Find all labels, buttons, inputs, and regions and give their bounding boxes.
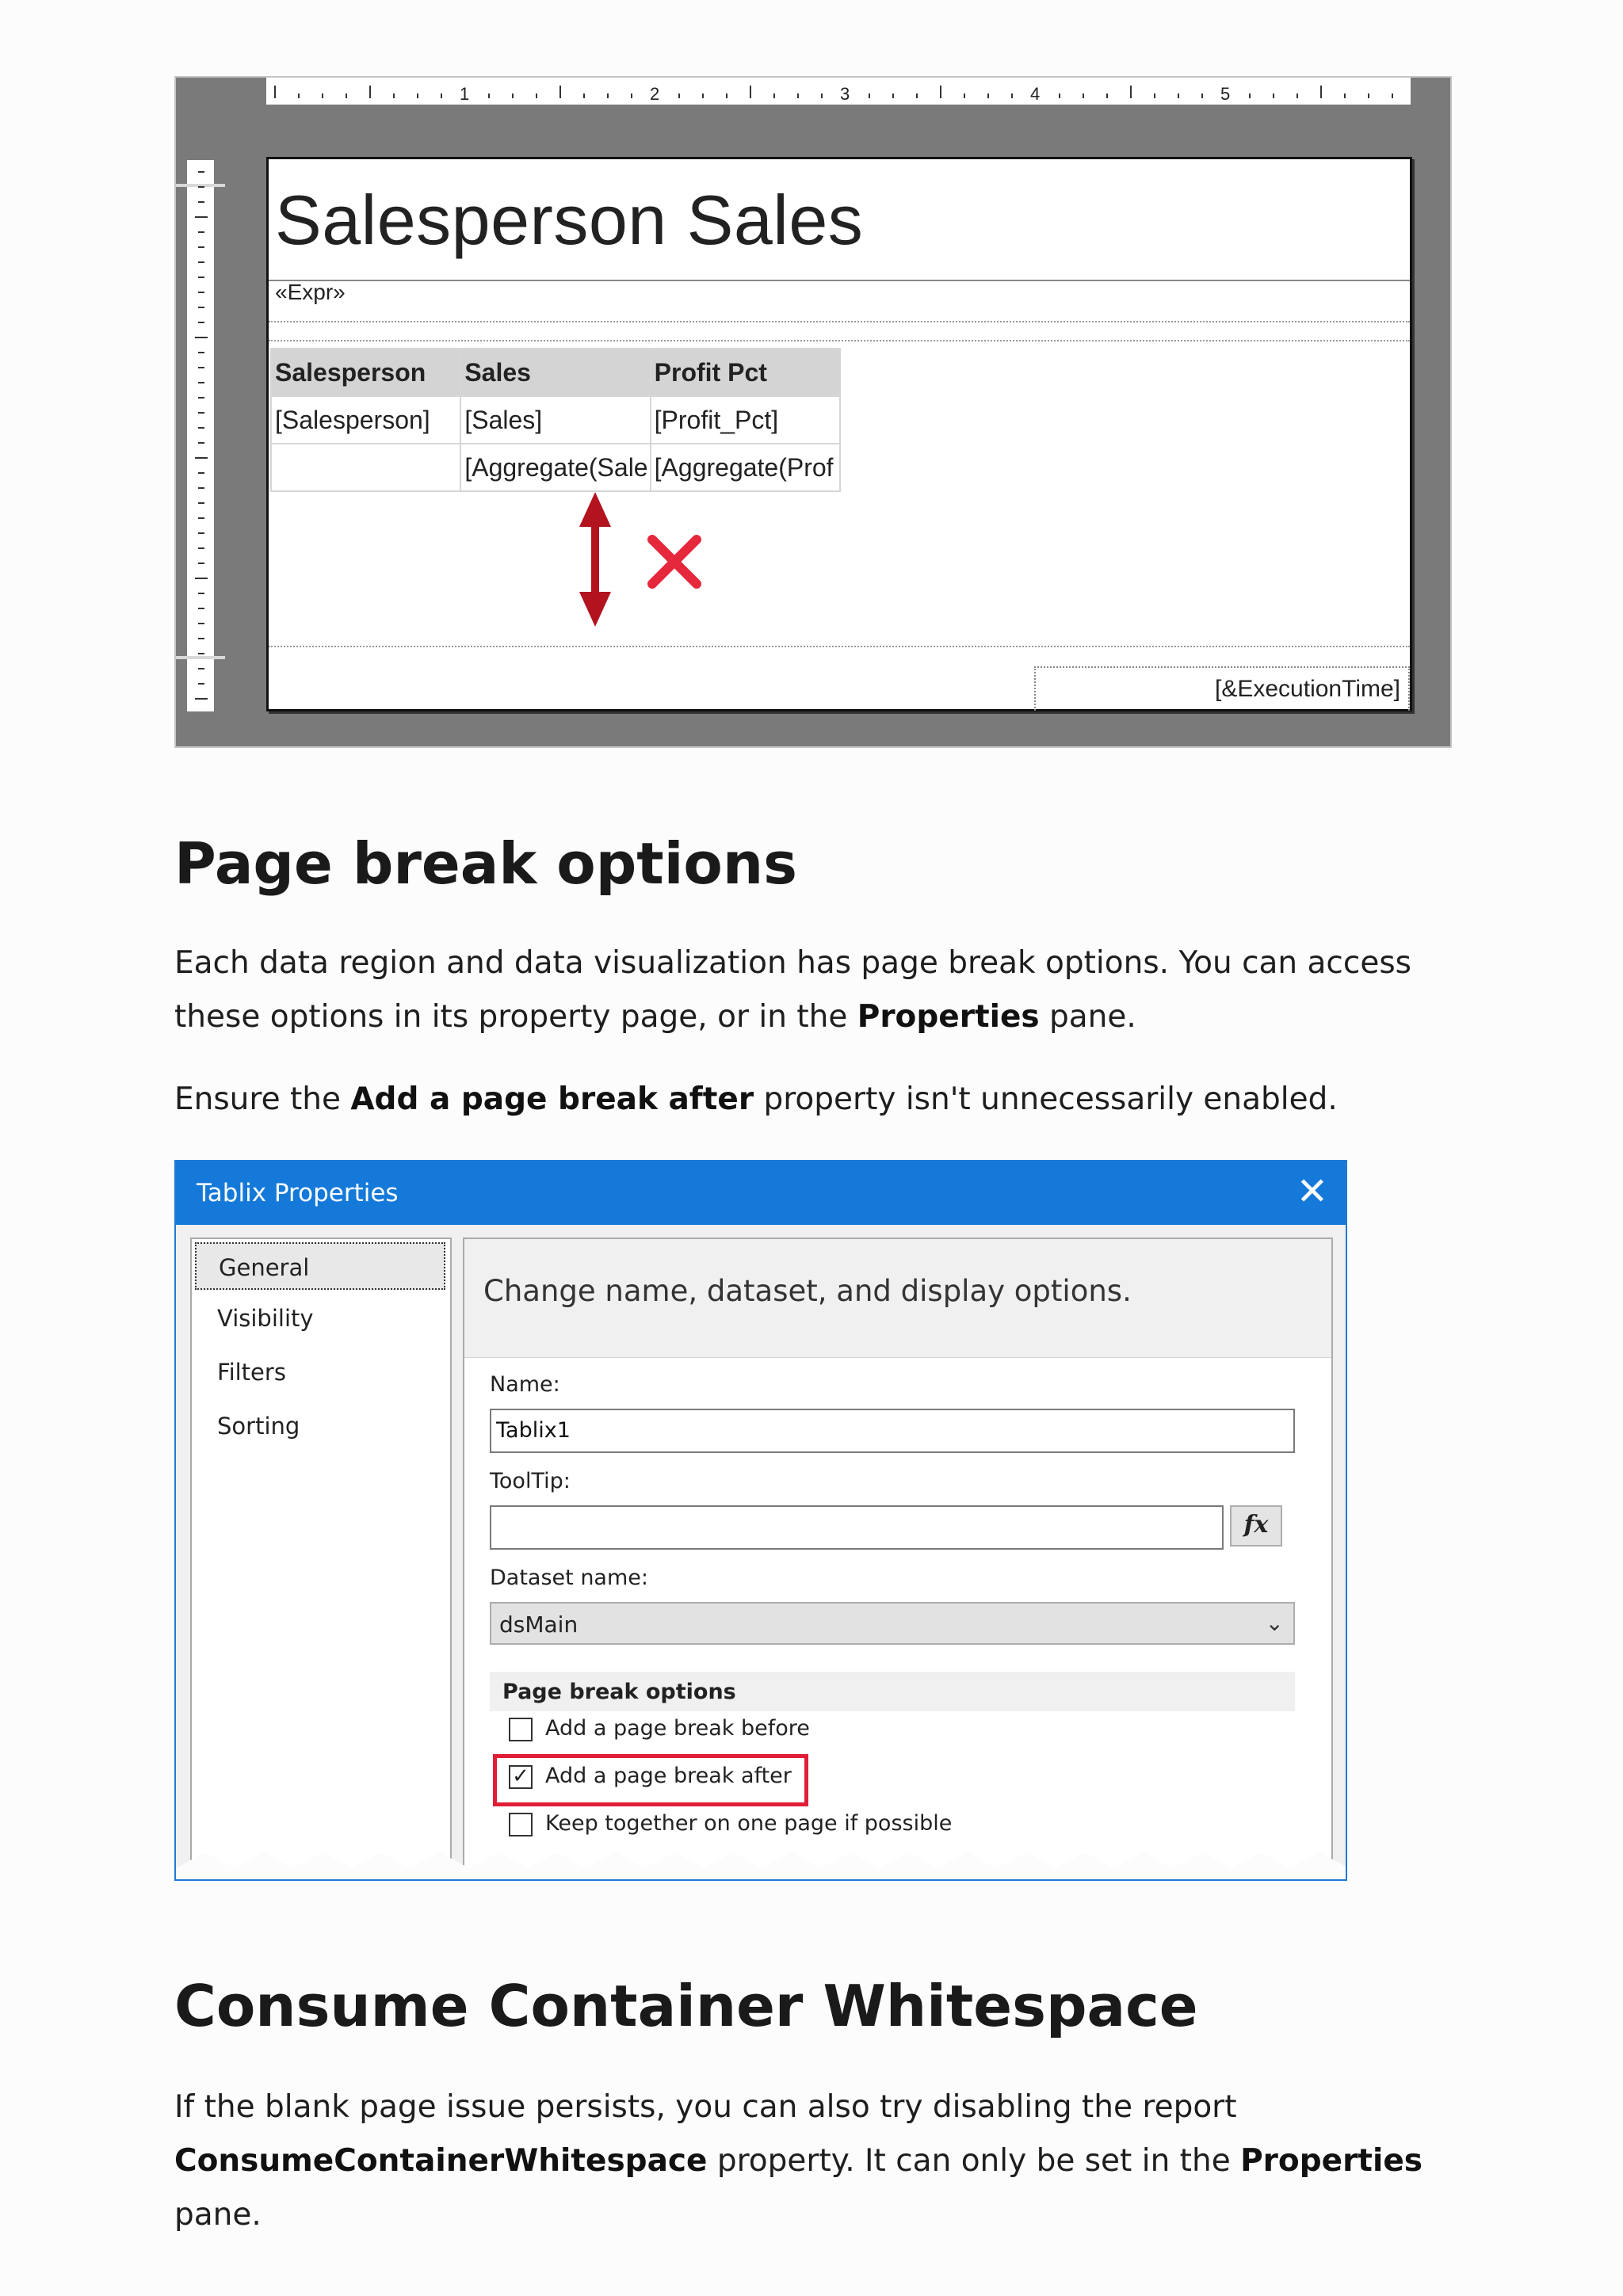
section-heading-page-break-options: Page break options <box>174 830 797 897</box>
ruler-number: 2 <box>650 84 660 104</box>
ruler-tick <box>198 246 204 248</box>
bold-consume-container-whitespace: ConsumeContainerWhitespace <box>174 2143 708 2179</box>
checkbox-keep-together-label: Keep together on one page if possible <box>545 1811 953 1836</box>
tablix-table[interactable] <box>270 348 841 492</box>
ruler-number: 5 <box>1220 84 1231 104</box>
ruler-tick <box>198 487 204 489</box>
ruler-tick <box>702 93 704 98</box>
tablix-properties-dialog <box>174 1160 1347 1881</box>
report-designer-screenshot <box>174 76 1452 748</box>
ruler-tick <box>987 93 989 98</box>
checkbox-break-after-label: Add a page break after <box>545 1764 792 1788</box>
ruler-tick <box>198 517 204 519</box>
ruler-tick <box>1106 93 1108 98</box>
ruler-tick <box>940 86 941 98</box>
expression-fx-button[interactable]: fx <box>1230 1505 1282 1547</box>
column-header-profit-pct[interactable]: Profit Pct <box>651 349 840 396</box>
body-boundary <box>269 340 1410 341</box>
checkbox-break-before[interactable] <box>509 1718 533 1741</box>
ruler-tick <box>198 201 204 203</box>
text: pane. <box>174 2197 262 2233</box>
ruler-tick <box>797 93 799 98</box>
ruler-tick <box>198 653 204 654</box>
checkbox-break-after[interactable]: ✓ <box>509 1765 533 1789</box>
ruler-tick <box>198 427 204 429</box>
ruler-tick <box>274 86 276 98</box>
paragraph-consume-whitespace <box>174 2081 1474 2242</box>
total-cell-profit-pct[interactable]: [Aggregate(Prof <box>651 444 840 491</box>
ruler-tick <box>559 86 561 98</box>
ruler-tick <box>198 186 204 188</box>
ruler-tick <box>198 382 204 383</box>
ruler-tick <box>583 93 585 98</box>
detail-cell-salesperson[interactable]: [Salesperson] <box>271 396 460 444</box>
title-underline <box>269 280 1410 281</box>
ruler-tick <box>198 231 204 233</box>
ruler-tick <box>1011 93 1013 98</box>
report-title-textbox[interactable]: Salesperson Sales <box>275 181 864 259</box>
ruler-tick <box>198 292 204 293</box>
dialog-titlebar <box>176 1161 1346 1225</box>
ruler-tick <box>916 93 918 98</box>
bold-add-page-break-after: Add a page break after <box>350 1081 754 1117</box>
ruler-tick <box>1130 86 1132 98</box>
header-boundary <box>269 321 1410 322</box>
nav-item-visibility[interactable]: Visibility <box>217 1305 314 1332</box>
content-header <box>464 1239 1331 1358</box>
checkbox-break-before-label: Add a page break before <box>545 1716 810 1741</box>
nav-item-sorting[interactable]: Sorting <box>217 1413 300 1440</box>
ruler-tick <box>198 608 204 609</box>
ruler-tick <box>1249 93 1251 98</box>
total-cell-empty[interactable] <box>271 444 460 491</box>
checkbox-keep-together[interactable] <box>509 1813 533 1836</box>
section-heading-consume-container-whitespace: Consume Container Whitespace <box>174 1973 1198 2039</box>
ruler-tick <box>195 216 208 218</box>
chevron-down-icon: ⌄ <box>1265 1610 1284 1636</box>
ruler-tick <box>198 352 204 353</box>
horizontal-ruler <box>266 78 1411 105</box>
dataset-select-value: dsMain <box>499 1611 579 1638</box>
ruler-tick <box>198 412 204 414</box>
ruler-tick <box>298 93 300 98</box>
ruler-tick <box>892 93 894 98</box>
ruler-tick <box>773 93 775 98</box>
ruler-tick <box>821 93 823 98</box>
ruler-tick <box>631 93 632 98</box>
nav-item-filters[interactable]: Filters <box>217 1359 286 1386</box>
vertical-space-annotation <box>578 492 736 627</box>
ruler-band-separator <box>176 656 225 659</box>
report-canvas[interactable] <box>266 157 1412 711</box>
total-cell-sales[interactable]: [Aggregate(Sale <box>460 444 650 491</box>
ruler-tick <box>198 563 204 564</box>
ruler-tick <box>198 322 204 323</box>
double-headed-arrow-icon <box>579 492 611 627</box>
ruler-tick <box>198 472 204 474</box>
ruler-tick <box>1059 93 1060 98</box>
ruler-tick <box>198 638 204 639</box>
content-header-text: Change name, dataset, and display options. <box>483 1274 1132 1308</box>
ruler-tick <box>1368 93 1369 98</box>
text: property isn't unnecessarily enabled. <box>754 1081 1338 1117</box>
ruler-tick <box>198 623 204 624</box>
ruler-tick <box>195 698 208 700</box>
ruler-tick <box>198 367 204 368</box>
page-break-options-title: Page break options <box>502 1680 736 1704</box>
page-break-options-group <box>490 1672 1295 1711</box>
bold-properties: Properties <box>1240 2143 1423 2179</box>
ruler-tick <box>1296 93 1298 98</box>
vertical-ruler <box>187 160 214 711</box>
ruler-tick <box>488 93 490 98</box>
ruler-tick <box>1154 93 1155 98</box>
ruler-tick <box>441 93 442 98</box>
ruler-tick <box>369 86 371 98</box>
ruler-tick <box>198 532 204 534</box>
tooltip-label: ToolTip: <box>490 1469 571 1493</box>
text: If the blank page issue persists, you can also try disabling the report <box>174 2089 1237 2125</box>
ruler-tick <box>198 277 204 278</box>
ruler-tick <box>1201 93 1203 98</box>
ruler-tick <box>512 93 514 98</box>
ruler-tick <box>198 668 204 669</box>
ruler-tick <box>607 93 609 98</box>
ruler-tick <box>1344 93 1346 98</box>
torn-edge <box>176 1836 1347 1881</box>
ruler-tick <box>1273 93 1274 98</box>
ruler-tick <box>198 171 204 173</box>
nav-item-general[interactable]: General <box>195 1242 445 1290</box>
expression-textbox[interactable]: «Expr» <box>275 280 346 304</box>
dialog-title: Tablix Properties <box>197 1179 399 1207</box>
ruler-tick <box>536 93 537 98</box>
ruler-tick <box>346 93 347 98</box>
detail-cell-sales[interactable]: [Sales] <box>460 396 650 444</box>
ruler-tick <box>417 93 418 98</box>
ruler-tick <box>1083 93 1084 98</box>
text: Ensure the <box>174 1081 351 1117</box>
ruler-tick <box>198 442 204 444</box>
execution-time-textbox[interactable] <box>1034 666 1410 711</box>
ruler-tick <box>195 337 208 338</box>
tooltip-input[interactable] <box>490 1505 1224 1550</box>
ruler-tick <box>1392 93 1393 98</box>
torn-edge-fill <box>176 1852 1347 1881</box>
name-label: Name: <box>490 1372 560 1397</box>
dataset-label: Dataset name: <box>490 1566 648 1590</box>
paragraph-page-break-after <box>174 1073 1474 1127</box>
ruler-tick <box>750 86 751 98</box>
ruler-tick <box>869 93 870 98</box>
footer-boundary <box>269 646 1410 647</box>
ruler-tick <box>198 683 204 685</box>
ruler-tick <box>964 93 965 98</box>
ruler-tick <box>1178 93 1179 98</box>
dialog-content-pane <box>463 1238 1333 1881</box>
ruler-tick <box>198 261 204 263</box>
red-x-icon <box>652 540 697 584</box>
dialog-nav-pane <box>190 1238 452 1881</box>
name-input[interactable]: Tablix1 <box>490 1409 1295 1453</box>
close-icon[interactable]: ✕ <box>1296 1169 1328 1214</box>
column-header-sales[interactable]: Sales <box>460 349 650 396</box>
ruler-tick <box>198 307 204 308</box>
ruler-tick <box>322 93 323 98</box>
text: property. It can only be set in the <box>707 2143 1241 2179</box>
ruler-number: 4 <box>1030 84 1041 104</box>
dataset-select[interactable] <box>490 1602 1295 1645</box>
text: pane. <box>1039 999 1136 1035</box>
ruler-tick <box>198 397 204 399</box>
paragraph-page-break-intro <box>174 936 1474 1044</box>
ruler-number: 1 <box>460 84 470 104</box>
execution-time-label: [&ExecutionTime] <box>1215 676 1400 702</box>
ruler-tick <box>678 93 680 98</box>
ruler-tick <box>195 578 208 579</box>
ruler-tick <box>195 457 208 459</box>
text: Each data region and data visualization has page break options. You can access these options in its property page, or in the <box>174 945 1411 1035</box>
ruler-tick <box>198 547 204 549</box>
ruler-number: 3 <box>840 84 850 104</box>
column-header-salesperson[interactable]: Salesperson <box>271 349 460 396</box>
bold-properties: Properties <box>857 999 1040 1035</box>
ruler-tick <box>198 593 204 594</box>
highlight-box <box>493 1754 808 1806</box>
ruler-tick <box>198 502 204 504</box>
detail-cell-profit-pct[interactable]: [Profit_Pct] <box>651 396 840 444</box>
ruler-tick <box>393 93 395 98</box>
ruler-tick <box>1320 86 1322 98</box>
ruler-tick <box>726 93 727 98</box>
